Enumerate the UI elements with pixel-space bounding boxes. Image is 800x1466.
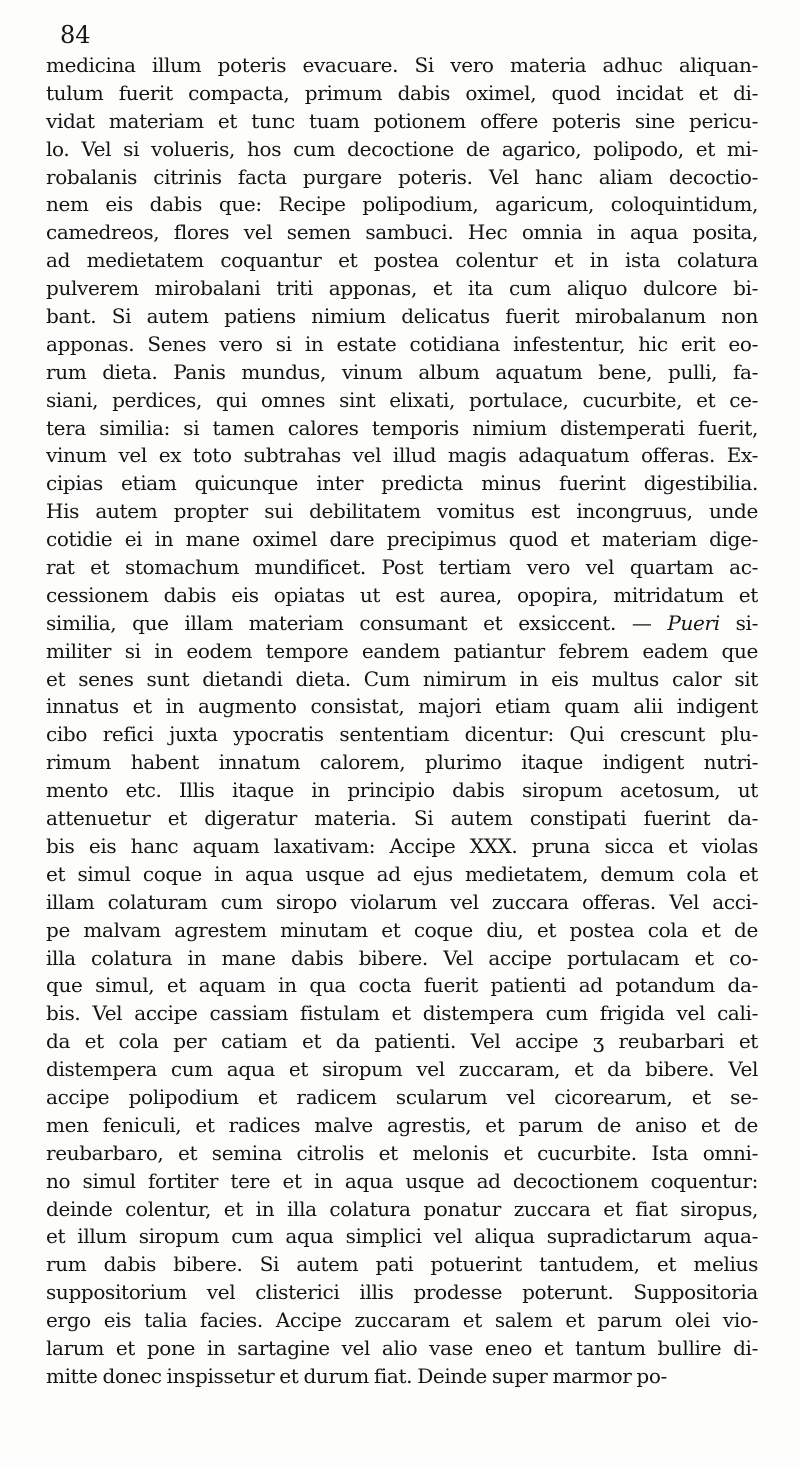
text-line-content: bis eis hanc aquam laxativam: Accipe XXX. pruna sicca et violas (46, 833, 758, 858)
text-line (46, 470, 758, 498)
text-line (46, 387, 758, 415)
text-line (46, 666, 758, 694)
text-line (46, 833, 758, 861)
text-line-content: mento etc. Illis itaque in principio dabis siropum acetosum, ut (46, 778, 758, 803)
text-line-content: tera similia: si tamen calores temporis nimium distemperati fuerit, (46, 415, 758, 440)
text-line-content: cipias etiam quicunque inter predicta minus fuerint digestibilia. (46, 471, 758, 496)
text-line (46, 805, 758, 833)
text-line-content: pulverem mirobalani triti apponas, et ita cum aliquo dulcore bi- (46, 276, 758, 301)
text-line (46, 191, 758, 219)
text-line (46, 415, 758, 443)
text-line (46, 945, 758, 973)
text-line-content: et illum siropum cum aqua simplici vel aliqua supradictarum aqua- (46, 1224, 758, 1249)
text-line (46, 498, 758, 526)
text-line (46, 554, 758, 582)
text-line-content: cotidie ei in mane oximel dare precipimus quod et materiam dige- (46, 527, 758, 552)
text-line (46, 917, 758, 945)
text-line (46, 80, 758, 108)
text-line-content: similia, que illam materiam consumant et exsiccent. — (46, 610, 668, 635)
text-line-content: que simul, et aquam in qua cocta fuerit patienti ad potandum da- (46, 973, 758, 998)
text-line (46, 1335, 758, 1363)
text-line-content: et senes sunt dietandi dieta. Cum nimirum in eis multus calor sit (46, 666, 758, 691)
text-line-content: ergo eis talia facies. Accipe zuccaram et salem et parum olei vio- (46, 1308, 758, 1333)
text-line (46, 247, 758, 275)
text-line (46, 303, 758, 331)
text-line (46, 972, 758, 1000)
text-line-content: mitte donec inspissetur et durum fiat. Deinde super marmor po- (46, 1363, 667, 1388)
text-line-content: rum dieta. Panis mundus, vinum album aquatum bene, pulli, fa- (46, 359, 758, 384)
text-line-content: vidat materiam et tunc tuam potionem offere poteris sine pericu- (46, 108, 758, 133)
text-line-content: medicina illum poteris evacuare. Si vero materia adhuc aliquan- (46, 53, 758, 77)
text-line-content: bant. Si autem patiens nimium delicatus fuerit mirobalanum non (46, 304, 758, 329)
text-line (46, 526, 758, 554)
text-line-content: robalanis citrinis facta purgare poteris. Vel hanc aliam decoctio- (46, 164, 758, 189)
text-line (46, 582, 758, 610)
text-line-content: cibo refici juxta ypocratis sententiam dicentur: Qui crescunt plu- (46, 722, 758, 747)
text-line-content: no simul fortiter tere et in aqua usque ad decoctionem coquentur: (46, 1168, 758, 1193)
text-line-content: lo. Vel si volueris, hos cum decoctione de agarico, polipodo, et mi- (46, 136, 758, 161)
text-line (46, 359, 758, 387)
text-line (46, 1112, 758, 1140)
text-line (46, 638, 758, 666)
text-line (46, 1056, 758, 1084)
text-line-content: nem eis dabis que: Recipe polipodium, agaricum, coloquintidum, (46, 192, 758, 217)
text-line-content: siani, perdices, qui omnes sint elixati, portulace, cucurbite, et ce- (46, 387, 758, 412)
text-line (46, 1279, 758, 1307)
text-line-content: distempera cum aqua et siropum vel zuccaram, et da bibere. Vel (46, 1057, 758, 1082)
text-line-content: et simul coque in aqua usque ad ejus medietatem, demum cola et (46, 861, 758, 886)
text-line (46, 889, 758, 917)
text-line-content: illa colatura in mane dabis bibere. Vel accipe portulacam et co- (46, 945, 758, 970)
italic-heading-pueri: Pueri (667, 610, 720, 635)
text-line (46, 52, 758, 80)
text-line (46, 1251, 758, 1279)
text-line-content: rat et stomachum mundificet. Post tertiam vero vel quartam ac- (46, 555, 758, 580)
text-line-content: rimum habent innatum calorem, plurimo itaque indigent nutri- (46, 750, 758, 775)
text-line-content: His autem propter sui debilitatem vomitus est incongruus, unde (46, 499, 758, 524)
text-line (46, 1307, 758, 1335)
text-line-content: ad medietatem coquantur et postea colentur et in ista colatura (46, 248, 758, 273)
text-line-content: bis. Vel accipe cassiam fistulam et distempera cum frigida vel cali- (46, 1001, 758, 1026)
text-line (46, 331, 758, 359)
text-line (46, 1196, 758, 1224)
text-line-content: reubarbaro, et semina citrolis et melonis et cucurbite. Ista omni- (46, 1140, 758, 1165)
text-line-content: da et cola per catiam et da patienti. Vel accipe ʒ reubarbari et (46, 1029, 758, 1054)
text-line (46, 749, 758, 777)
text-line-content: attenuetur et digeratur materia. Si autem constipati fuerint da- (46, 806, 758, 831)
text-line-content: camedreos, flores vel semen sambuci. Hec omnia in aqua posita, (46, 220, 758, 245)
text-line-content: cessionem dabis eis opiatas ut est aurea, opopira, mitridatum et (46, 582, 758, 607)
text-line (46, 721, 758, 749)
body-text (46, 52, 758, 1391)
text-line (46, 1168, 758, 1196)
text-line (46, 1084, 758, 1112)
text-line (46, 108, 758, 136)
text-line-content: larum et pone in sartagine vel alio vase eneo et tantum bullire di- (46, 1335, 758, 1360)
text-line-content: tulum fuerit compacta, primum dabis oximel, quod incidat et di- (46, 80, 758, 105)
text-line (46, 136, 758, 164)
text-line (46, 164, 758, 192)
page-number: 84 (60, 21, 91, 49)
text-line (46, 1000, 758, 1028)
text-line (46, 442, 758, 470)
text-line (46, 275, 758, 303)
text-line (46, 219, 758, 247)
text-line-content: innatus et in augmento consistat, majori etiam quam alii indigent (46, 694, 758, 719)
text-line (46, 777, 758, 805)
text-line-content: deinde colentur, et in illa colatura ponatur zuccara et fiat siropus, (46, 1196, 758, 1221)
text-line-content: vinum vel ex toto subtrahas vel illud magis adaquatum offeras. Ex- (46, 443, 758, 468)
text-line (46, 1140, 758, 1168)
text-line-content: accipe polipodium et radicem scularum vel cicorearum, et se- (46, 1084, 758, 1109)
text-line-content: illam colaturam cum siropo violarum vel zuccara offeras. Vel acci- (46, 889, 758, 914)
text-line-content: pe malvam agrestem minutam et coque diu, et postea cola et de (46, 917, 758, 942)
text-line (46, 1363, 758, 1391)
text-line-content: men feniculi, et radices malve agrestis, et parum de aniso et de (46, 1112, 758, 1137)
text-line-content: militer si in eodem tempore eandem patiantur febrem eadem que (46, 638, 758, 663)
text-line-content: suppositorium vel clisterici illis prodesse poterunt. Suppositoria (46, 1280, 758, 1305)
text-line-content: apponas. Senes vero si in estate cotidiana infestentur, hic erit eo- (46, 331, 758, 356)
text-line-content: rum dabis bibere. Si autem pati potuerint tantudem, et melius (46, 1252, 758, 1277)
text-line (46, 1223, 758, 1251)
text-line (46, 861, 758, 889)
text-line (46, 610, 758, 638)
text-line-tail: si- (719, 610, 758, 635)
text-line (46, 1028, 758, 1056)
text-line (46, 693, 758, 721)
